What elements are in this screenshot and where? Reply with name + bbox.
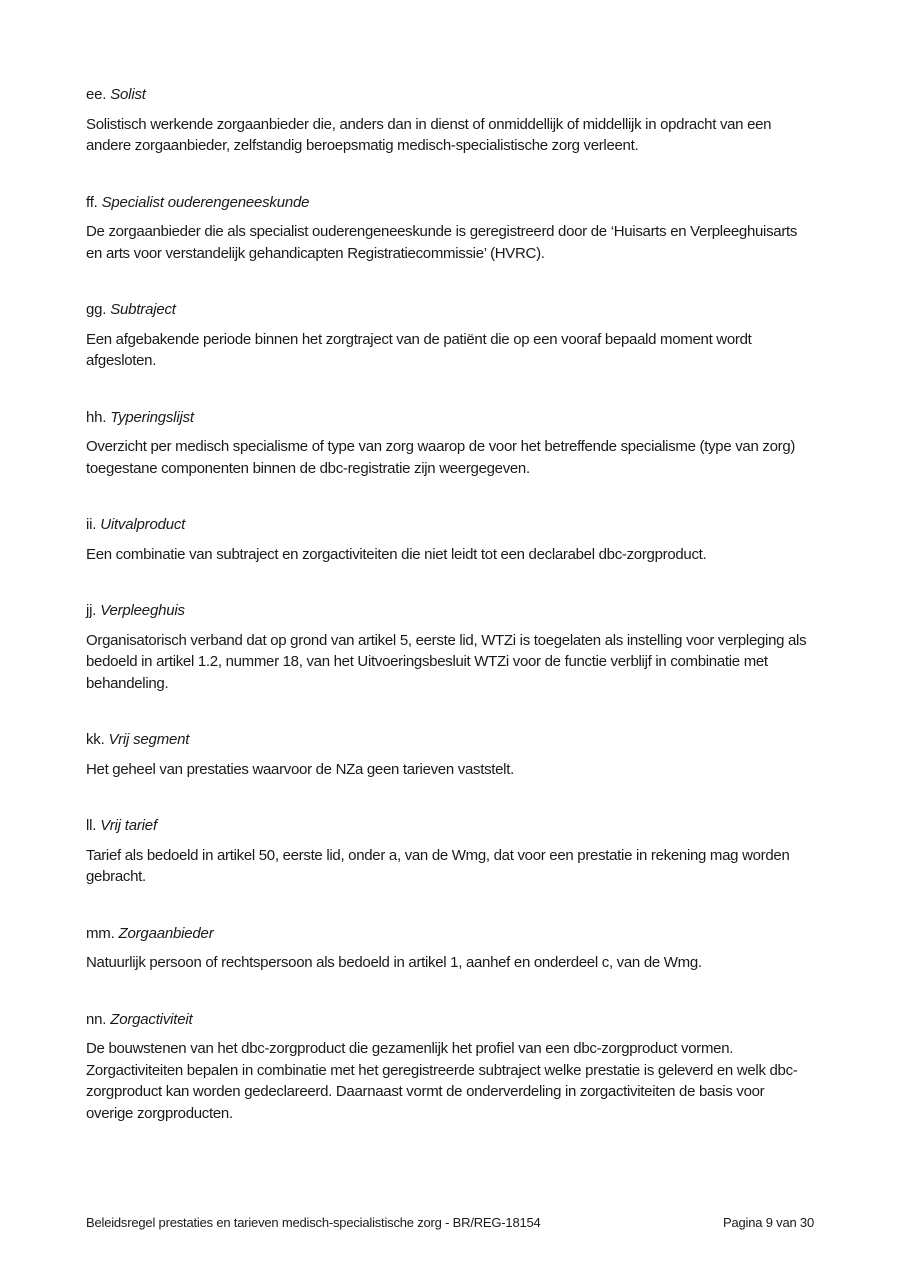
definition-label: mm. bbox=[86, 924, 115, 942]
definition-body: Overzicht per medisch specialisme of type van zorg waarop de voor het betreffende specialisme (type van zorg) toegestane componenten binnen de dbc-registratie zijn weergegeven. bbox=[86, 438, 796, 477]
definition-label: ll. bbox=[86, 817, 97, 834]
definition-body: Organisatorisch verband dat op grond van artikel 5, eerste lid, WTZi is toegelaten als instelling voor verpleging als bedoeld in artikel 1.2, nummer 18, van het Uitvoeringsbesluit WTZi voor de functie verblijf in combinatie met behandeling. bbox=[86, 631, 807, 692]
definition-heading bbox=[86, 815, 814, 837]
definition-term: Uitvalproduct bbox=[100, 516, 186, 533]
definition-body: Natuurlijk persoon of rechtspersoon als bedoeld in artikel 1, aanhef en onderdeel c, van de Wmg. bbox=[86, 954, 702, 971]
definition-label: ii. bbox=[86, 516, 97, 533]
definition-heading bbox=[86, 299, 814, 321]
definition-label: kk. bbox=[86, 731, 105, 748]
definition-item bbox=[86, 729, 814, 780]
definition-label: nn. bbox=[86, 1010, 107, 1028]
definition-item bbox=[86, 600, 814, 694]
definition-term: Vrij segment bbox=[108, 731, 190, 748]
definition-heading bbox=[86, 192, 814, 214]
definition-term: Zorgaanbieder bbox=[118, 924, 214, 942]
definition-term: Zorgactiviteit bbox=[110, 1010, 193, 1028]
definition-body: Solistisch werkende zorgaanbieder die, anders dan in dienst of onmiddellijk of middellijk in opdracht van een andere zorgaanbieder, zelfstandig beroepsmatig medisch-specialistische zorg verleent. bbox=[86, 115, 772, 154]
footer-page-number: Pagina 9 van 30 bbox=[723, 1215, 814, 1230]
definition-item bbox=[86, 923, 814, 974]
definition-heading bbox=[86, 407, 814, 429]
footer-document-title: Beleidsregel prestaties en tarieven medisch-specialistische zorg - BR/REG-18154 bbox=[86, 1215, 541, 1230]
definition-item bbox=[86, 514, 814, 565]
definition-body: Tarief als bedoeld in artikel 50, eerste lid, onder a, van de Wmg, dat voor een prestatie in rekening mag worden gebracht. bbox=[86, 846, 790, 885]
definition-term: Solist bbox=[110, 86, 146, 103]
definition-item bbox=[86, 192, 814, 265]
definition-heading bbox=[86, 514, 814, 536]
definition-body: Een combinatie van subtraject en zorgactiviteiten die niet leidt tot een declarabel dbc-zorgproduct. bbox=[86, 545, 707, 563]
definition-item bbox=[86, 84, 814, 157]
definition-term: Specialist ouderengeneeskunde bbox=[101, 193, 310, 211]
definitions-list bbox=[86, 84, 814, 1159]
definition-heading bbox=[86, 729, 814, 751]
definition-term: Verpleeghuis bbox=[100, 602, 185, 619]
definition-label: gg. bbox=[86, 301, 107, 318]
page-footer bbox=[86, 1215, 814, 1231]
definition-body: Het geheel van prestaties waarvoor de NZa geen tarieven vaststelt. bbox=[86, 760, 514, 778]
definition-label: ee. bbox=[86, 86, 107, 103]
definition-item bbox=[86, 1009, 814, 1125]
definition-body: De bouwstenen van het dbc-zorgproduct die gezamenlijk het profiel van een dbc-zorgproduct vormen. Zorgactiviteiten bepalen in combinatie met het geregistreerde subtraject welke prestatie is geleverd en welk dbc-zorgproduct kan worden gedeclareerd. Daarnaast vormt de onderverdeling in zorgactiviteiten de basis voor overige zorgproducten. bbox=[86, 1040, 798, 1122]
definition-heading bbox=[86, 1009, 814, 1031]
definition-heading bbox=[86, 84, 814, 106]
definition-item bbox=[86, 299, 814, 372]
definition-body: Een afgebakende periode binnen het zorgtraject van de patiënt die op een vooraf bepaald moment wordt afgesloten. bbox=[86, 330, 752, 369]
definition-label: ff. bbox=[86, 193, 98, 211]
definition-label: hh. bbox=[86, 408, 107, 426]
definition-item bbox=[86, 815, 814, 888]
definition-label: jj. bbox=[86, 602, 97, 619]
definition-heading bbox=[86, 600, 814, 622]
definition-term: Subtraject bbox=[110, 301, 176, 318]
definition-item bbox=[86, 407, 814, 480]
definition-body: De zorgaanbieder die als specialist ouderengeneeskunde is geregistreerd door de ‘Huisarts en Verpleeghuisarts en arts voor verstandelijk gehandicapten Registratiecommissie’ (HVRC). bbox=[86, 223, 798, 262]
definition-heading bbox=[86, 923, 814, 945]
definition-term: Vrij tarief bbox=[100, 817, 157, 834]
definition-term: Typeringslijst bbox=[110, 408, 194, 426]
